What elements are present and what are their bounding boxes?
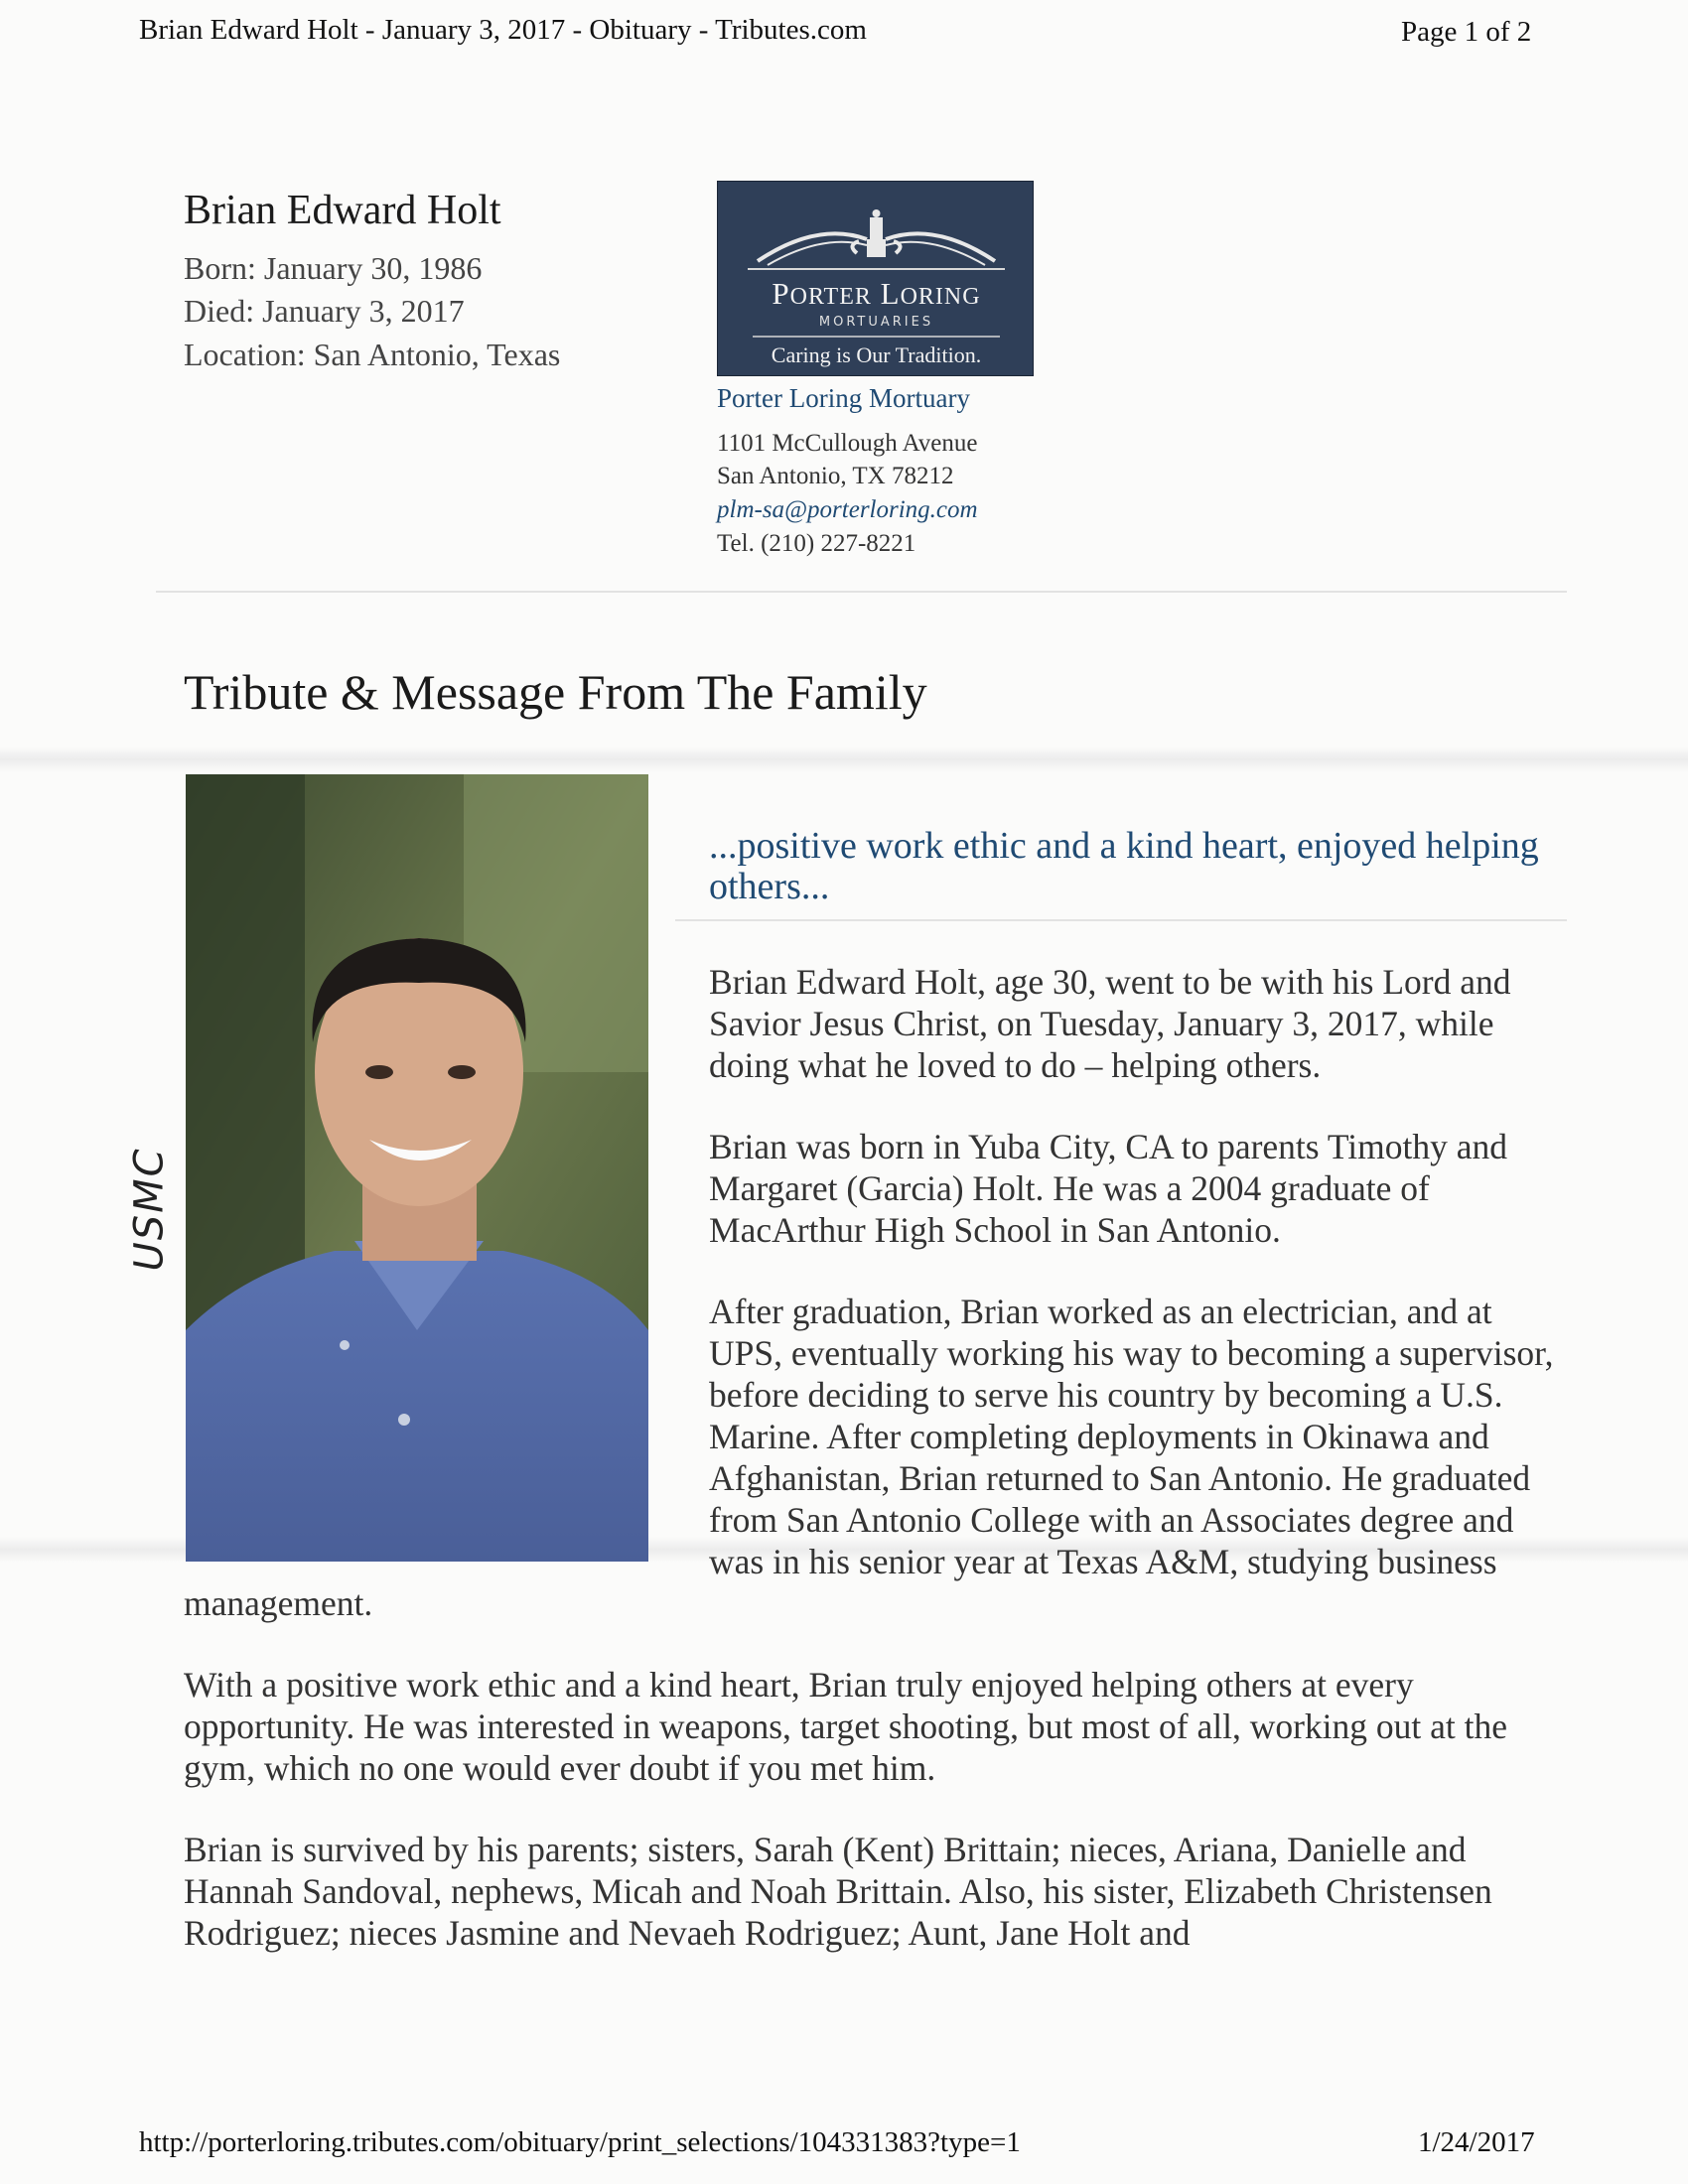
lamp-emblem-icon [718, 182, 1035, 377]
location: Location: San Antonio, Texas [184, 337, 561, 372]
mortuary-email-link[interactable]: plm-sa@porterloring.com [717, 496, 978, 523]
tribute-paragraph: Brian Edward Holt, age 30, went to be with his Lord and Savior Jesus Christ, on Tuesday, January 3, 2017, while doing what he loved to do – helping others. [709, 962, 1511, 1085]
tribute-heading: Tribute & Message From The Family [184, 664, 927, 720]
tribute-paragraph: With a positive work ethic and a kind heart, Brian truly enjoyed helping others at every opportunity. He was interested in weapons, target shooting, but most of all, working out at the gym, which no one would ever doubt if you met him. [184, 1665, 1508, 1788]
porter-loring-logo [717, 181, 1034, 376]
svg-text:Caring is Our Tradition.: Caring is Our Tradition. [771, 342, 982, 367]
tribute-paragraph: Brian was born in Yuba City, CA to parents Timothy and Margaret (Garcia) Holt. He was a 2004 graduate of MacArthur High School in San Antonio. [709, 1127, 1508, 1250]
born-date: Born: January 30, 1986 [184, 250, 483, 286]
page-number: Page 1 of 2 [1401, 16, 1532, 48]
mortuary-address-line1: 1101 McCullough Avenue [717, 430, 978, 457]
tribute-body [184, 774, 1567, 1993]
divider [675, 919, 1567, 921]
paper-fold [0, 747, 1688, 772]
footer-print-date: 1/24/2017 [1418, 2126, 1535, 2158]
died-date: Died: January 3, 2017 [184, 293, 465, 329]
mortuary-address-line2: San Antonio, TX 78212 [717, 463, 954, 489]
deceased-photo [186, 774, 650, 1562]
print-header-title: Brian Edward Holt - January 3, 2017 - Obituary - Tributes.com [139, 14, 867, 46]
logo-wordmark: PORTER LORING [772, 276, 981, 311]
handwritten-annotation: USMC [126, 1147, 173, 1272]
deceased-name: Brian Edward Holt [184, 188, 501, 233]
mortuary-phone: Tel. (210) 227-8221 [717, 530, 916, 557]
tribute-quote: ...positive work ethic and a kind heart, enjoyed helping others... [709, 825, 1539, 907]
footer-url-link[interactable]: http://porterloring.tributes.com/obituary/print_selections/104331383?type=1 [139, 2126, 1021, 2158]
svg-text:MORTUARIES: MORTUARIES [818, 315, 934, 330]
tribute-paragraph: Brian is survived by his parents; sisters, Sarah (Kent) Brittain; nieces, Ariana, Danielle and Hannah Sandoval, nephews, Micah and Noah Brittain. Also, his sister, Elizabeth Christensen Rodriguez; nieces Jasmine and Nevaeh Rodriguez; Aunt, Jane Holt and [184, 1830, 1492, 1953]
divider [156, 591, 1567, 593]
tribute-paragraph: After graduation, Brian worked as an electrician, and at UPS, eventually working his way to becoming a supervisor, before deciding to serve his country by becoming a U.S. Marine. After completing deployments in Okinawa and Afghanistan, Brian returned to San Antonio. He graduated from San Antonio College with an Associates degree and was in his senior year at Texas A&M, studying business management. [184, 1292, 1554, 1623]
mortuary-name: Porter Loring Mortuary [717, 383, 970, 413]
